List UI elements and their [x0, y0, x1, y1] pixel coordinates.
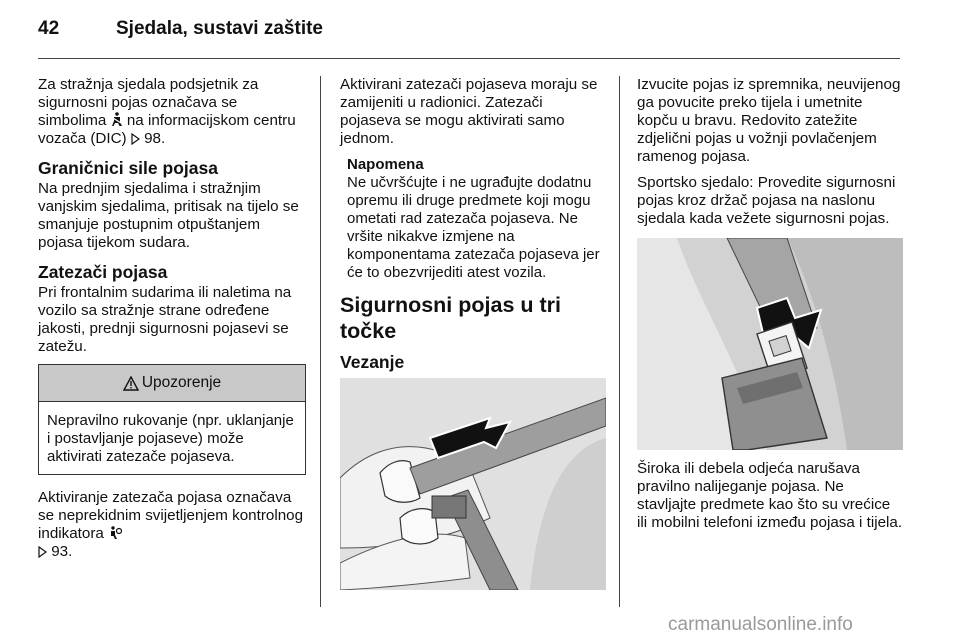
column-divider	[619, 76, 620, 607]
heading-force-limiters: Graničnici sile pojasa	[38, 158, 218, 178]
clothing-warning-paragraph: Široka ili debela odjeća narušava pravilno nalijeganje pojasa. Ne stavljajte predmete kao što su vrećice ili mobilni telefoni između pojasa i tijela.	[637, 460, 903, 531]
sport-seat-paragraph: Sportsko sjedalo: Provedite sigurnosni pojas kroz držač pojasa na naslonu sjedala kada vežete sigurnosni pojas.	[637, 174, 896, 227]
page-reference-arrow-icon	[38, 546, 47, 558]
note-title: Napomena	[347, 156, 424, 173]
page-reference-arrow-icon	[131, 133, 140, 145]
force-limiters-paragraph: Na prednjim sjedalima i stražnjim vanjskim sjedalima, pritisak na tijelo se smanjuje postupnim otpuštanjem pojasa tijekom sudara.	[38, 180, 299, 251]
page-header	[38, 18, 323, 48]
heading-three-point-belt: Sigurnosni pojas u tri točke	[340, 293, 561, 343]
warning-box	[38, 364, 306, 475]
note-block	[340, 156, 606, 282]
page-reference: 93.	[51, 543, 73, 560]
heading-pretensioners: Zatezači pojasa	[38, 262, 168, 282]
column-1	[38, 76, 306, 569]
warning-text: Nepravilno rukovanje (npr. uklanjanje i postavljanje pojaseve) može aktivirati zatezače pojaseva.	[47, 412, 294, 465]
header-rule	[38, 58, 900, 59]
note-text: Ne učvršćujte i ne ugrađujte dodatnu opremu ili druge predmete koji mogu ometati rad zatezača pojaseva. Ne vršite nikakve izmjene na komponentama zatezača pojaseva jer će to obezvrijediti atest vozila.	[347, 174, 600, 281]
column-2	[340, 76, 606, 600]
airbag-indicator-icon	[108, 526, 122, 540]
seatbelt-buckle-illustration	[637, 238, 903, 450]
warning-triangle-icon	[123, 376, 139, 391]
intro-paragraph: Za stražnja sjedala podsjetnik za sigurnosni pojas označava se simbolima na informacijskom centru vozača (DIC) 98.	[38, 76, 296, 147]
warning-header	[39, 365, 305, 402]
heading-fastening: Vezanje	[340, 352, 405, 372]
belt-instructions-paragraph: Izvucite pojas iz spremnika, neuvijenog ga povucite preko tijela i umetnite kopču u bravu. Redovito zatežite zdjelični pojas u vožnji povlačenjem ramenog pojasa.	[637, 76, 901, 165]
column-divider	[320, 76, 321, 607]
seatbelt-fastening-illustration	[340, 378, 606, 590]
page-title: Sjedala, sustavi zaštite	[116, 18, 323, 39]
activated-pretensioners-paragraph: Aktivirani zatezači pojaseva moraju se zamijeniti u radionici. Zatezači pojaseva se mogu aktivirati samo jednom.	[340, 76, 598, 147]
page-number: 42	[38, 18, 60, 39]
watermark: carmanualsonline.info	[668, 614, 853, 635]
pretensioners-paragraph: Pri frontalnim sudarima ili naletima na vozilo sa stražnje strane određene jakosti, prednji sigurnosni pojasevi se zatežu.	[38, 284, 292, 355]
seatbelt-reminder-icon	[111, 112, 123, 127]
page-reference: 98.	[144, 130, 166, 147]
column-3	[637, 76, 903, 540]
warning-title: Upozorenje	[141, 374, 222, 391]
activation-paragraph: Aktiviranje zatezača pojasa označava se neprekidnim svijetljenjem kontrolnog indikatora 93.	[38, 489, 304, 560]
